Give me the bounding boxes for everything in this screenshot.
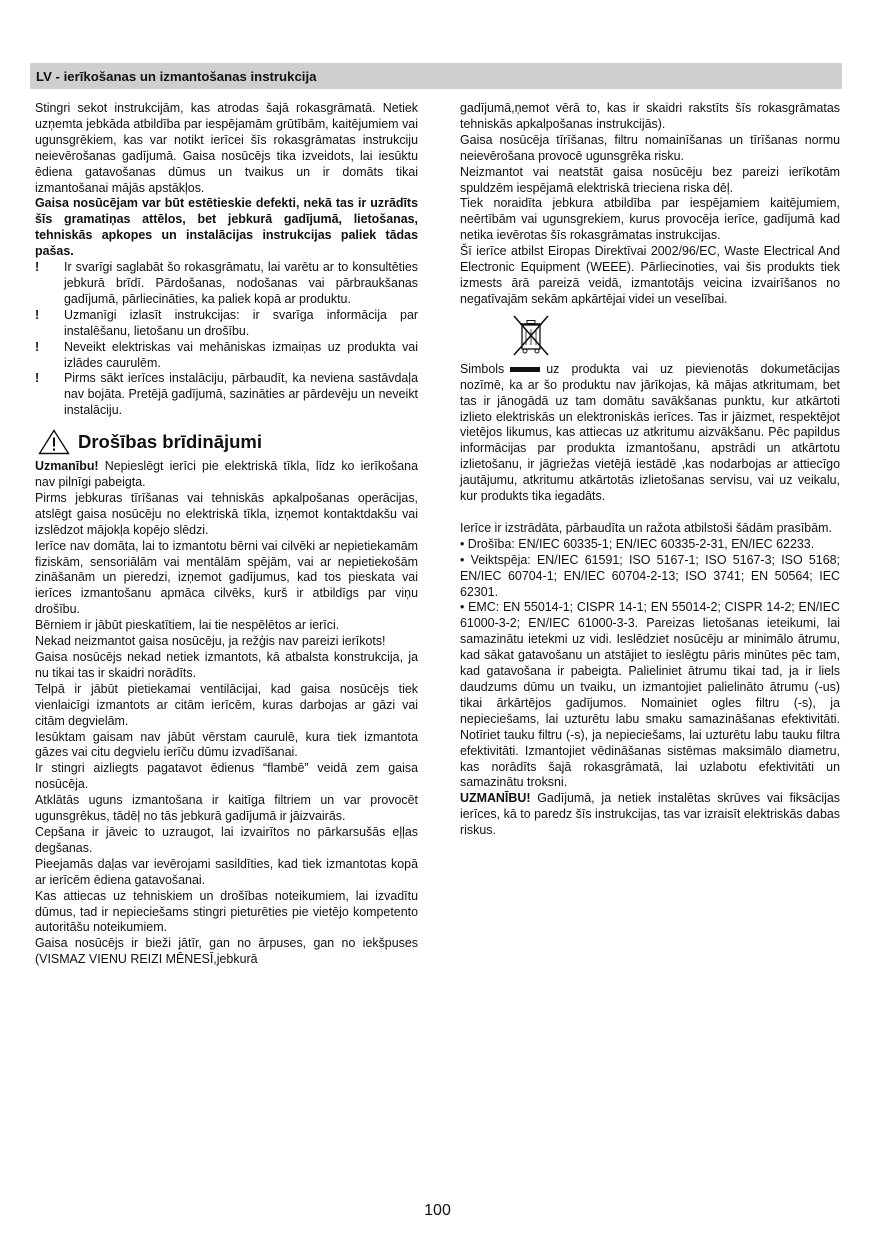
safety-paragraph: Ir stingri aizliegts pagatavot ēdienus “flambē” veidā zem gaisa nosūcēja. bbox=[35, 761, 418, 792]
left-column bbox=[35, 101, 418, 968]
safety-paragraph: Tiek noraidīta jebkura atbildība par iespējamiem kaitējumiem, neērtībām vai ugunsgrekiem, kurus provocēja ierīce, gadījumā kad netika ievērotas šīs rokasgrāmatas instrukcijas. bbox=[460, 196, 840, 243]
safety-paragraph: Nekad neizmantot gaisa nosūcēju, ja režģis nav pareizi ierīkots! bbox=[35, 634, 386, 649]
standards-intro: Ierīce ir izstrādāta, pārbaudīta un ražota atbilstoši šādām prasībām. bbox=[460, 520, 832, 535]
safety-paragraph: Gaisa nosūcēja tīrīšanas, filtru nomainīšanas un tīrīšanas normu neievērošana provocē ugunsgrēka risku. bbox=[460, 132, 840, 163]
spacer bbox=[460, 505, 840, 521]
exclamation-mark: ! bbox=[35, 307, 40, 322]
list-item bbox=[35, 308, 418, 340]
safety-paragraph: Pieejamās daļas var ievērojami sasildīties, kad tiek izmantotas kopā ar ierīcēm ēdiena gatavošanai. bbox=[35, 856, 418, 887]
list-item bbox=[35, 371, 418, 419]
safety-paragraph: gadījumā,ņemot vērā to, kas ir skaidri rakstīts šīs rokasgrāmatas tehniskās apkalpošanas instrukcijās). bbox=[460, 101, 840, 131]
bold-notice: Gaisa nosūcējam var būt estētieskie defekti, nekā tas ir uzrādīts šīs gramatiņas attēlos, bet jebkurā gadījumā, lietošanas, tehniskās apkopes un instalācijas instrukcijas paliek tādas pašas. bbox=[35, 196, 418, 259]
safety-paragraph: Pirms jebkuras tīrīšanas vai tehniskās apkalpošanas operācijas, atslēgt gaisa nosūcēju no elektriskā tīkla, izņemot kontaktdakšu vai izslēdzot mājokļa kopējo slēdzi. bbox=[35, 490, 418, 537]
safety-paragraph: Iesūktam gaisam nav jābūt vērstam caurulē, kura tiek izmantota gāzes vai citu degvielu ierīču dūmu izvadīšanai. bbox=[35, 729, 418, 760]
symbol-paragraph bbox=[460, 362, 840, 505]
safety-paragraph: Ierīce nav domāta, lai to izmantotu bērni vai cilvēki ar nepietiekamām fiziskām, sensoriālām vai mentālām spējām, vai ar nepietiekošām zināšanām un pieredzi, izņemot gadījumus, kad tos pieskata vai ierīces izmantošanu apmāca cilvēks, kurš ir atbildīgs par viņu drošību. bbox=[35, 538, 418, 617]
symbol-text: uz produkta vai uz pievienotās dokumetācijas nozīmē, ka ar šo produktu nav jārīkojas, kā mājas atkritumam, bet tas ir jānogādā uz tam domātu savākšanas punktu, kur atkārtoti izlieto elektriskās un elektroniskās ierīces. Tas ir jāizmet, respektējot vietējos likumus, kas attiecas uz atkritumu aizvākšanu. Pēc papildus informācijas par produkta izmantošanu, apstrādi un atkārtotu izlietošanu, ir jāgriežas vietējā iestādē ,kas nodarbojas ar attiecīgo jautājumu, atkritumu atkārtotās izlietošanas servisu, vai uz veikalu, kur produkts tika iegadāts. bbox=[460, 361, 840, 504]
warning-paragraph bbox=[35, 459, 418, 491]
right-column bbox=[460, 101, 840, 839]
final-warning-label: UZMANĪBU! bbox=[460, 791, 531, 806]
exclamation-mark: ! bbox=[35, 339, 40, 354]
final-warning bbox=[460, 791, 840, 839]
list-item-text: Uzmanīgi izlasīt instrukcijas: ir svarīga informācija par instalēšanu, lietošanu un drošību. bbox=[64, 307, 418, 338]
intro-paragraph: Stingri sekot instrukcijām, kas atrodas šajā rokasgrāmatā. Netiek uzņemta jebkāda atbildība par iespējamām grūtībām, kaitējumiem vai ugunsgrēkiem, kas var notikt ierīcei šīs rokasgrāmatas instrukciju neievērošanas gadījumā. Gaisa nosūcējs tika izveidots, lai iesūktu ēdiena gatavošanas dūmus un tvaikus un ir domāts tikai izmantošanai mājās apstākļos. bbox=[35, 101, 418, 195]
safety-paragraph: Atklātās uguns izmantošana ir kaitīga filtriem un var provocēt ugunsgrēkus, tādēļ no tās jebkurā gadījumā ir jāizvairās. bbox=[35, 793, 418, 824]
safety-paragraph: Bērniem ir jābūt pieskatītiem, lai tie nespēlētos ar ierīci. bbox=[35, 618, 340, 633]
list-item-text: Ir svarīgi saglabāt šo rokasgrāmatu, lai varētu ar to konsultēties jebkurā brīdī. Pārdošanas, nodošanas vai pārbraukšanas gadījumā, pārliecināties, ka paliek kopā ar produktu. bbox=[64, 260, 418, 306]
safety-paragraph: Kas attiecas uz tehniskiem un drošības noteikumiem, lai izvadītu dūmus, tad ir nepieciešams stingri pieturēties pie vietējo kompetento autoritāšu noteikumiem. bbox=[35, 888, 418, 935]
safety-paragraph: Neizmantot vai neatstāt gaisa nosūcēju bez pareizi ierīkotām spuldzēm iespējamā elektriskā trieciena riska dēļ. bbox=[460, 164, 840, 195]
warning-text: Nepieslēgt ierīci pie elektriskā tīkla, līdz ko ierīkošana nav pilnīgi pabeigta. bbox=[35, 459, 418, 490]
weee-bin-icon-wrap bbox=[508, 312, 554, 358]
exclamation-mark: ! bbox=[35, 260, 40, 275]
symbol-word: Simbols bbox=[460, 361, 505, 376]
safety-paragraph: Telpā ir jābūt pietiekamai ventilācijai, kad gaisa nosūcējs tiek vienlaicīgi izmantots ar citām ierīcēm, kuras darbojas ar gāzi vai citām degvielām. bbox=[35, 681, 418, 728]
final-warning-text: Gadījumā, ja netiek instalētas skrūves vai fiksācijas ierīces, kā to paredz šīs instrukcijas, tas var izraisīt elektriskās dabas riskus. bbox=[460, 791, 840, 838]
safety-section-title bbox=[38, 429, 418, 455]
list-item bbox=[35, 340, 418, 372]
safety-paragraph: Gaisa nosūcējs ir bieži jātīr, gan no ārpuses, gan no iekšpuses (VISMAZ VIENU REIZI MĒNESĪ,jebkurā bbox=[35, 936, 418, 967]
list-item-text: Neveikt elektriskas vai mehāniskas izmaiņas uz produkta vai izlādes caurulēm. bbox=[64, 339, 418, 370]
crossed-bin-icon bbox=[508, 312, 554, 358]
exclamation-mark: ! bbox=[35, 371, 40, 386]
section-title-text: Drošības brīdinājumi bbox=[78, 431, 263, 453]
warning-triangle-icon bbox=[38, 429, 70, 455]
header-title: LV - ierīkošanas un izmantošanas instrukcija bbox=[36, 69, 317, 84]
standards-item: • EMC: EN 55014-1; CISPR 14-1; EN 55014-2; CISPR 14-2; EN/IEC 61000-3-2; EN/IEC 61000-3-3. Pareizas lietošanas ieteikumi, lai samazinātu ietekmi uz vidi. Ieslēdziet nosūcēju ar minimālo ātrumu, kad sākat gatavošanu un atstājiet to ieslēgtu pāris minūtes pēc tam, kad gatavošana ir pabeigta. Palieliniet ātrumu tikai tad, ja ir liels daudzums dūmu un tvaiku, un izmantojiet palielināto ātrumu (-us) tikai ārkārtējos gadījumos. Nomainiet ogles filtru (-s), ja nepieciešams, lai uzturētu labu smaku samazināšanas efektivitāti. Notīriet tauku filtru (-s), ja nepieciešams, lai uzturētu labu tauku filtra efektivitāti. Izmantojiet vēdināšanas sistēmas maksimālo diametru, kas norādīts šajā rokasgrāmatā, lai uzlabotu efektivitāti un samazinātu troksni. bbox=[460, 600, 840, 790]
standards-item: • Veiktspēja: EN/IEC 61591; ISO 5167-1; ISO 5167-3; ISO 5168; EN/IEC 60704-1; EN/IEC 60704-2-13; ISO 3741; EN 50564; IEC 62301. bbox=[460, 552, 840, 599]
section-header bbox=[30, 63, 842, 89]
weee-paragraph: Šī ierīce atbilst Eiropas Direktīvai 2002/96/EC, Waste Electrical And Electronic Equipment (WEEE). Pārliecinoties, vai šis produkts tiek izmests ārā pareizā veidā, izmantotājs veicina izvairīšanos no negatīvajām sekām apkārtējai videi un veselībai. bbox=[460, 244, 840, 306]
page-number: 100 bbox=[424, 1202, 451, 1219]
black-bar-symbol bbox=[510, 367, 540, 372]
safety-paragraph: Cepšana ir jāveic to uzraugot, lai izvairītos no pārkarsušās eļļas degšanas. bbox=[35, 824, 418, 855]
standards-item: • Drošība: EN/IEC 60335-1; EN/IEC 60335-2-31, EN/IEC 62233. bbox=[460, 536, 815, 551]
safety-paragraph: Gaisa nosūcējs nekad netiek izmantots, kā atbalsta konstrukcija, ja nu tikai tas ir skaidri norādīts. bbox=[35, 650, 418, 680]
warning-label: Uzmanību! bbox=[35, 459, 99, 474]
list-item bbox=[35, 260, 418, 308]
list-item-text: Pirms sākt ierīces instalāciju, pārbaudīt, ka neviena sastāvdaļa nav bojāta. Pretējā gadījumā, sazināties ar pārdevēju un neveikt instalāciju. bbox=[64, 371, 418, 418]
